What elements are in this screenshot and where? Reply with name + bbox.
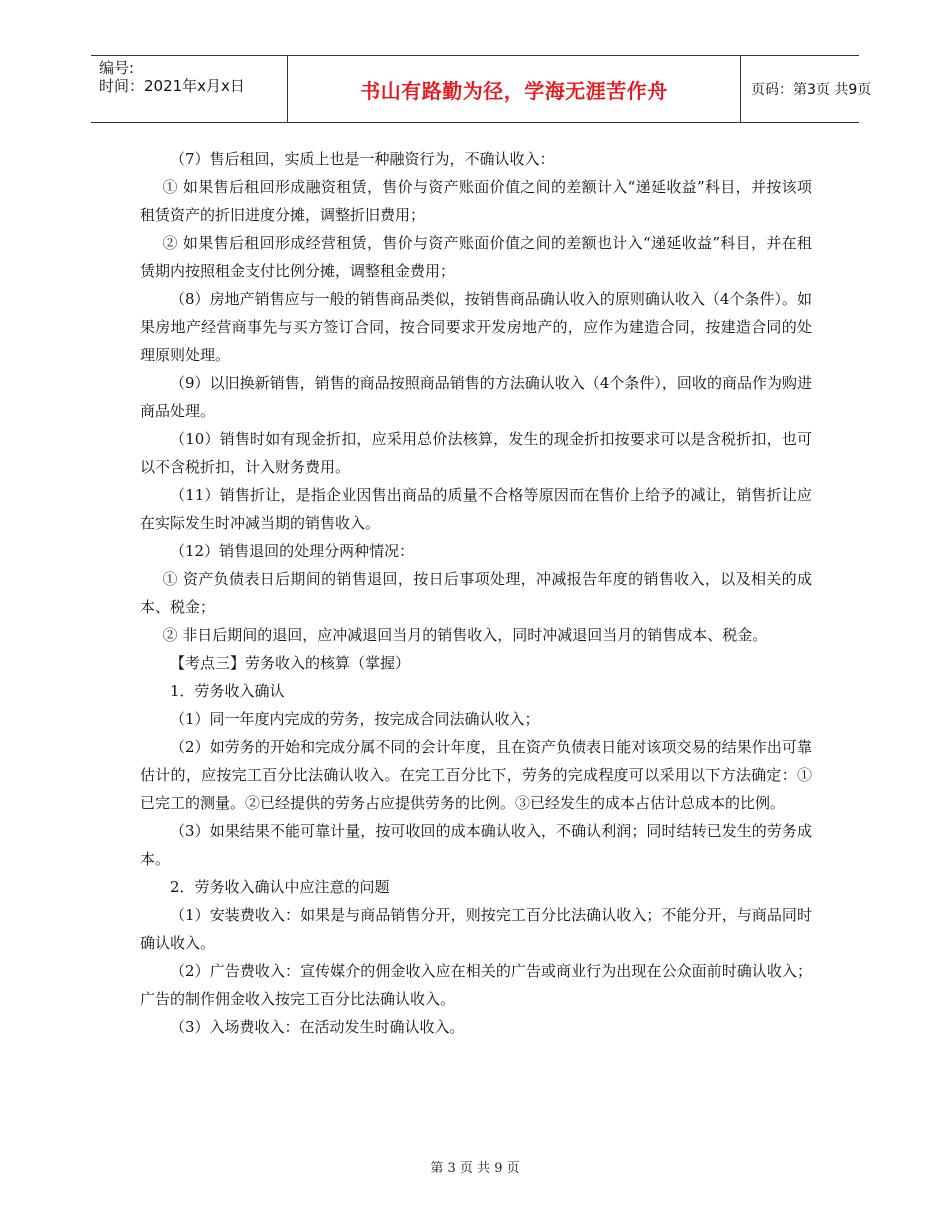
paragraph: （2）广告费收入：宣传媒介的佣金收入应在相关的广告或商业行为出现在公众面前时确认收入；广告的制作佣金收入按完工百分比法确认收入。	[140, 962, 812, 1008]
page-footer: 第 3 页 共 9 页	[430, 1161, 520, 1176]
page-header	[91, 55, 872, 123]
paragraph: ① 如果售后租回形成融资租赁，售价与资产账面价值之间的差额计入“递延收益”科目，并按该项租赁资产的折旧进度分摊，调整折旧费用；	[140, 178, 812, 224]
document-body	[140, 145, 812, 1041]
paragraph: 1．劳务收入确认	[170, 682, 285, 700]
paragraph: （1）同一年度内完成的劳务，按完成合同法确认收入；	[170, 710, 540, 728]
paragraph: （8）房地产销售应与一般的销售商品类似，按销售商品确认收入的原则确认收入（4个条件）。如果房地产经营商事先与买方签订合同，按合同要求开发房地产的，应作为建造合同，按建造合同的处理原则处理。	[140, 290, 812, 364]
paragraph: （12）销售退回的处理分两种情况：	[170, 542, 415, 560]
paragraph: （9）以旧换新销售，销售的商品按照商品销售的方法确认收入（4个条件），回收的商品作为购进商品处理。	[140, 374, 812, 420]
paragraph: ② 如果售后租回形成经营租赁，售价与资产账面价值之间的差额也计入“递延收益”科目，并在租赁期内按照租金支付比例分摊，调整租金费用；	[140, 234, 812, 280]
header-meta	[91, 56, 287, 122]
paragraph: （11）销售折让，是指企业因售出商品的质量不合格等原因而在售价上给予的减让，销售折让应在实际发生时冲减当期的销售收入。	[140, 486, 812, 532]
paragraph: 【考点三】劳务收入的核算（掌握）	[170, 654, 411, 672]
time-label: 时间：2021年x月x日	[99, 77, 245, 95]
paragraph: （3）入场费收入：在活动发生时确认收入。	[170, 1018, 465, 1036]
paragraph: （10）销售时如有现金折扣，应采用总价法核算，发生的现金折扣按要求可以是含税折扣，也可以不含税折扣，计入财务费用。	[140, 430, 812, 476]
header-motto: 书山有路勤为径，学海无涯苦作舟	[287, 56, 741, 122]
serial-label: 编号:	[99, 59, 135, 77]
paragraph: （1）安装费收入：如果是与商品销售分开，则按完工百分比法确认收入；不能分开，与商品同时确认收入。	[140, 906, 812, 952]
paragraph: （3）如果结果不能可靠计量，按可收回的成本确认收入，不确认利润；同时结转已发生的劳务成本。	[140, 822, 812, 868]
paragraph: 2．劳务收入确认中应注意的问题	[170, 878, 390, 896]
paragraph: （2）如劳务的开始和完成分属不同的会计年度，且在资产负债表日能对该项交易的结果作出可靠估计的，应按完工百分比法确认收入。在完工百分比下，劳务的完成程度可以采用以下方法确定：①已完工的测量。②已经提供的劳务占应提供劳务的比例。③已经发生的成本占估计总成本的比例。	[140, 738, 812, 812]
paragraph: ② 非日后期间的退回，应冲减退回当月的销售收入，同时冲减退回当月的销售成本、税金。	[162, 626, 768, 644]
paragraph: （7）售后租回，实质上也是一种融资行为，不确认收入：	[170, 150, 555, 168]
paragraph: ① 资产负债表日后期间的销售退回，按日后事项处理，冲减报告年度的销售收入，以及相关的成本、税金；	[140, 570, 812, 616]
header-page-number: 页码：第3页 共9页	[751, 82, 872, 98]
